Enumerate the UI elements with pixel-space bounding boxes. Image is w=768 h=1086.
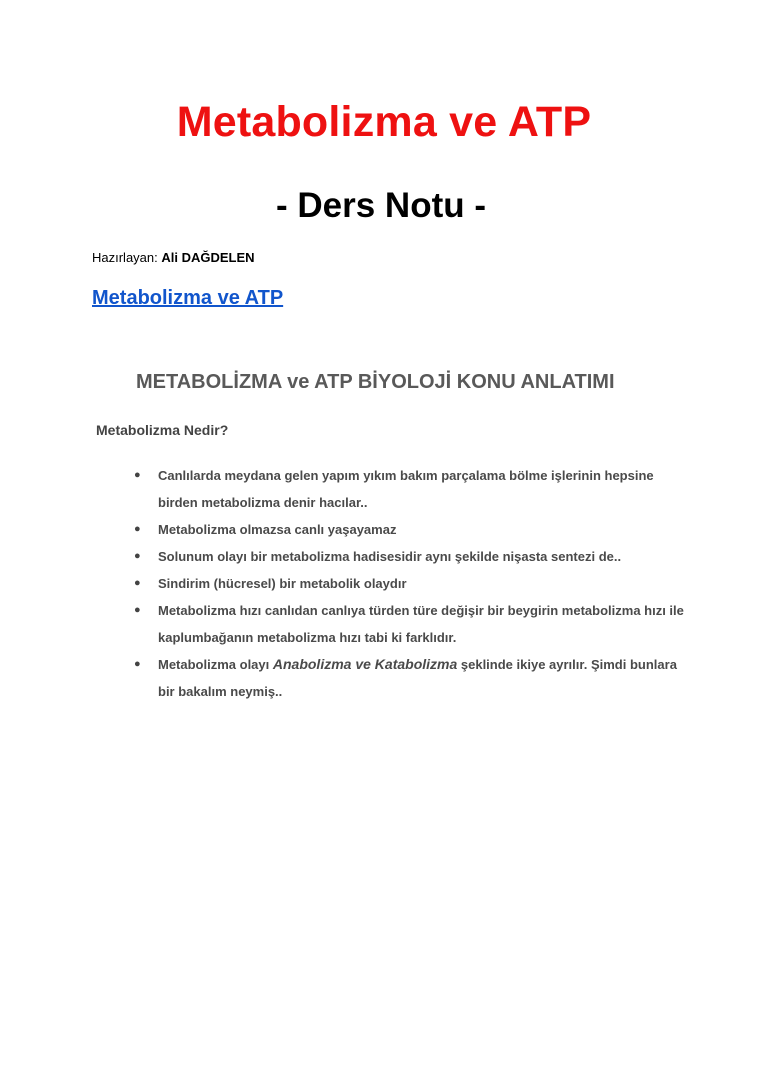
list-item <box>128 597 688 651</box>
list-item-text-before: Metabolizma olayı <box>158 657 273 672</box>
list-item-text-after: şeklinde ikiye ayrılır. Şimdi bunlara bir bakalım neymiş.. <box>158 657 677 699</box>
author-name: Ali DAĞDELEN <box>161 250 255 265</box>
bullet-icon: ● <box>134 577 141 589</box>
section-heading: METABOLİZMA ve ATP BİYOLOJİ KONU ANLATIMI <box>136 371 615 393</box>
list-item-text: Canlılarda meydana gelen yapım yıkım bakım parçalama bölme işlerinin hepsine birden metabolizma denir hacılar.. <box>158 468 654 510</box>
list-item <box>128 570 688 597</box>
list-item-emphasis: Anabolizma ve Katabolizma <box>272 656 458 672</box>
list-item <box>128 543 688 570</box>
list-item-text: Metabolizma olmazsa canlı yaşayamaz <box>158 522 397 537</box>
list-item-text: Metabolizma hızı canlıdan canlıya türden türe değişir bir beygirin metabolizma hızı ile kaplumbağanın metabolizma hızı tabi ki farklıdır. <box>158 603 684 645</box>
author-line <box>92 250 255 265</box>
metabolizma-link[interactable]: Metabolizma ve ATP <box>92 287 284 309</box>
list-item-text: Sindirim (hücresel) bir metabolik olaydır <box>158 576 407 591</box>
list-item <box>128 516 688 543</box>
list-item-text: Solunum olayı bir metabolizma hadisesidir aynı şekilde nişasta sentezi de.. <box>158 549 622 564</box>
list-item <box>128 651 688 705</box>
document-subtitle: - Ders Notu - <box>276 186 486 225</box>
list-item <box>128 462 688 516</box>
bullet-list <box>128 462 688 705</box>
bullet-icon: ● <box>134 523 141 535</box>
bullet-icon: ● <box>134 550 141 562</box>
author-label: Hazırlayan: <box>92 250 158 265</box>
question-heading: Metabolizma Nedir? <box>96 422 229 438</box>
bullet-icon: ● <box>134 469 141 481</box>
bullet-icon: ● <box>134 658 141 670</box>
document-title: Metabolizma ve ATP <box>176 98 592 146</box>
bullet-icon: ● <box>134 604 141 616</box>
